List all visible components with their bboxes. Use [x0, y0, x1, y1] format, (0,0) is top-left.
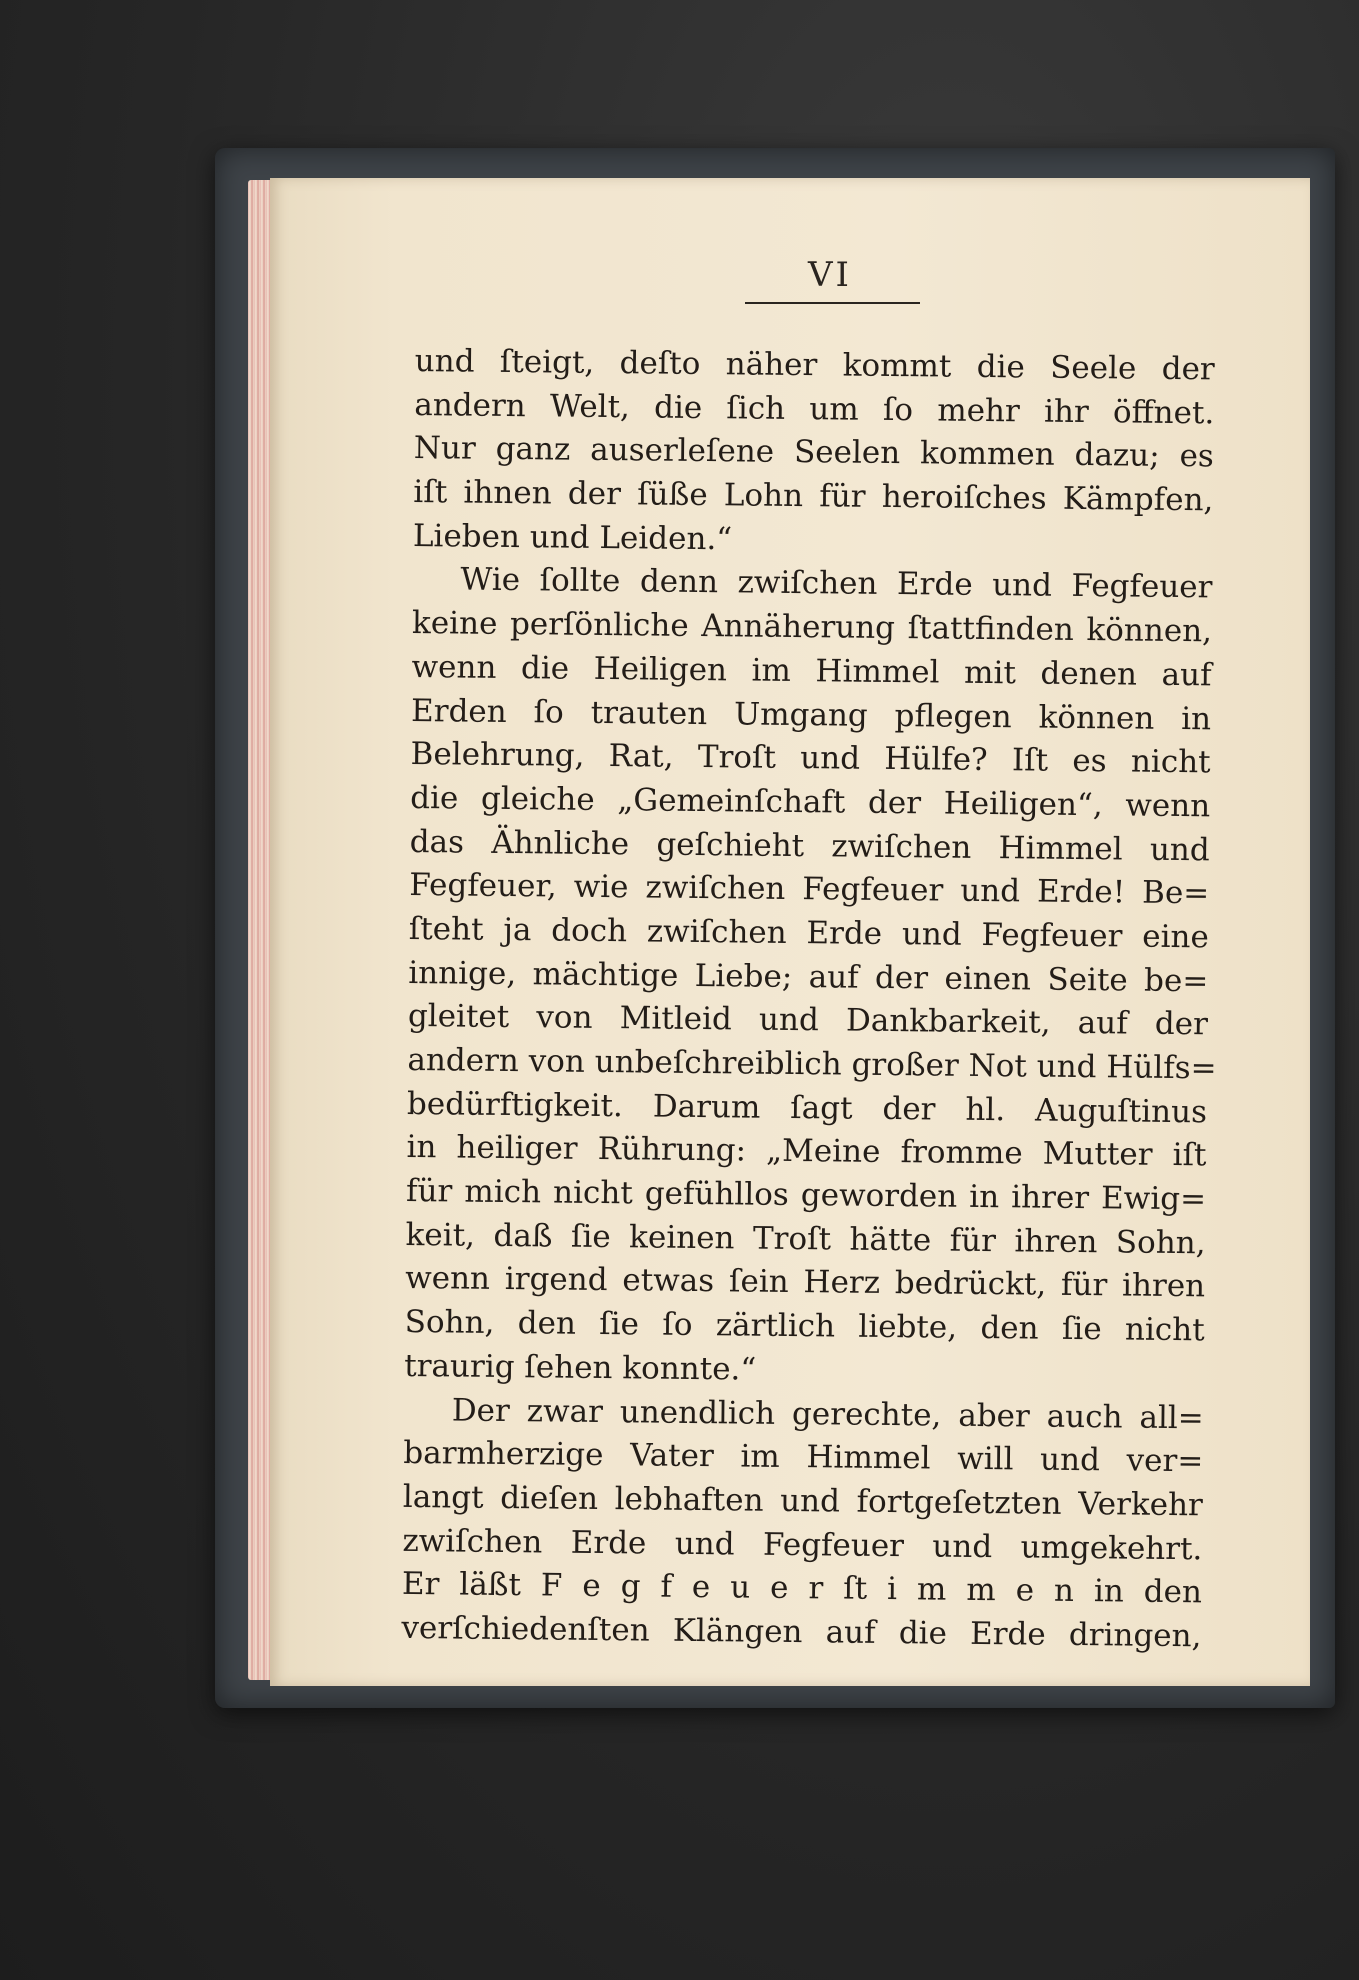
- text-line: iſt ihnen der ſüße Lohn für heroiſches Kämpfen,: [413, 474, 1214, 519]
- text-line: Lieben und Leiden.“: [412, 517, 733, 558]
- text-line: Fegfeuer, wie zwiſchen Fegfeuer und Erde! Be=: [409, 867, 1210, 912]
- text-line: ſteht ja doch zwiſchen Erde und Fegfeuer eine: [408, 910, 1209, 956]
- text-line: Der zwar unendlich gerechte, aber auch all=: [451, 1391, 1204, 1436]
- text-line: verſchiedenſten Klängen auf die Erde dringen,: [401, 1609, 1202, 1655]
- text-line: Nur ganz auserleſene Seelen kommen dazu; es: [413, 430, 1215, 475]
- text-line: andern Welt, die ſich um ſo mehr ihr öffnet.: [414, 386, 1215, 432]
- page-number: VI: [808, 255, 852, 295]
- text-line: Erden ſo trauten Umgang pflegen können in: [410, 692, 1212, 737]
- text-line: Belehrung, Rat, Troſt und Hülfe? Iſt es nicht: [410, 736, 1211, 781]
- text-line: langt dieſen lebhaften und fortgeſetzten Verkehr: [402, 1478, 1204, 1524]
- text-line: das Ähnliche geſchieht zwiſchen Himmel und: [409, 823, 1210, 868]
- text-line: Wie ſollte denn zwiſchen Erde und Fegfeuer: [460, 561, 1213, 606]
- header-rule: [745, 302, 920, 304]
- text-line: gleitet von Mitleid und Dankbarkeit, auf der: [407, 998, 1209, 1043]
- text-line: keit, daß ſie keinen Troſt hätte für ihren Sohn,: [405, 1216, 1206, 1262]
- text-line: barmherzige Vater im Himmel will und ver=: [403, 1435, 1204, 1480]
- text-line: wenn irgend etwas ſein Herz bedrückt, für ihren: [404, 1260, 1206, 1305]
- body-text: [401, 340, 1215, 1659]
- text-line: und ſteigt, deſto näher kommt die Seele der: [414, 342, 1215, 388]
- text-line: Sohn, den ſie ſo zärtlich liebte, den ſie nicht: [404, 1304, 1205, 1349]
- text-line: bedürftigkeit. Darum ſagt der hl. Auguſtinus: [406, 1085, 1208, 1131]
- text-line: für mich nicht gefühllos geworden in ihrer Ewig=: [405, 1173, 1207, 1218]
- text-line: keine perſönliche Annäherung ſtattfinden können,: [411, 605, 1213, 650]
- text-line: in heiliger Rührung: „Meine fromme Mutter iſt: [406, 1129, 1207, 1174]
- text-line: traurig ſehen konnte.“: [404, 1347, 757, 1388]
- text-line: innige, mächtige Liebe; auf der einen Seite be=: [408, 954, 1209, 999]
- text-line: Er läßt F e g f e u e r ſt i m m e n in den: [401, 1566, 1203, 1611]
- text-line: zwiſchen Erde und Fegfeuer und umgekehrt.: [402, 1522, 1203, 1567]
- text-line: andern von unbeſchreiblich großer Not und Hülfs=: [407, 1041, 1217, 1087]
- text-line: die gleiche „Gemeinſchaft der Heiligen“, wenn: [410, 779, 1211, 825]
- text-line: wenn die Heiligen im Himmel mit denen auf: [411, 648, 1212, 694]
